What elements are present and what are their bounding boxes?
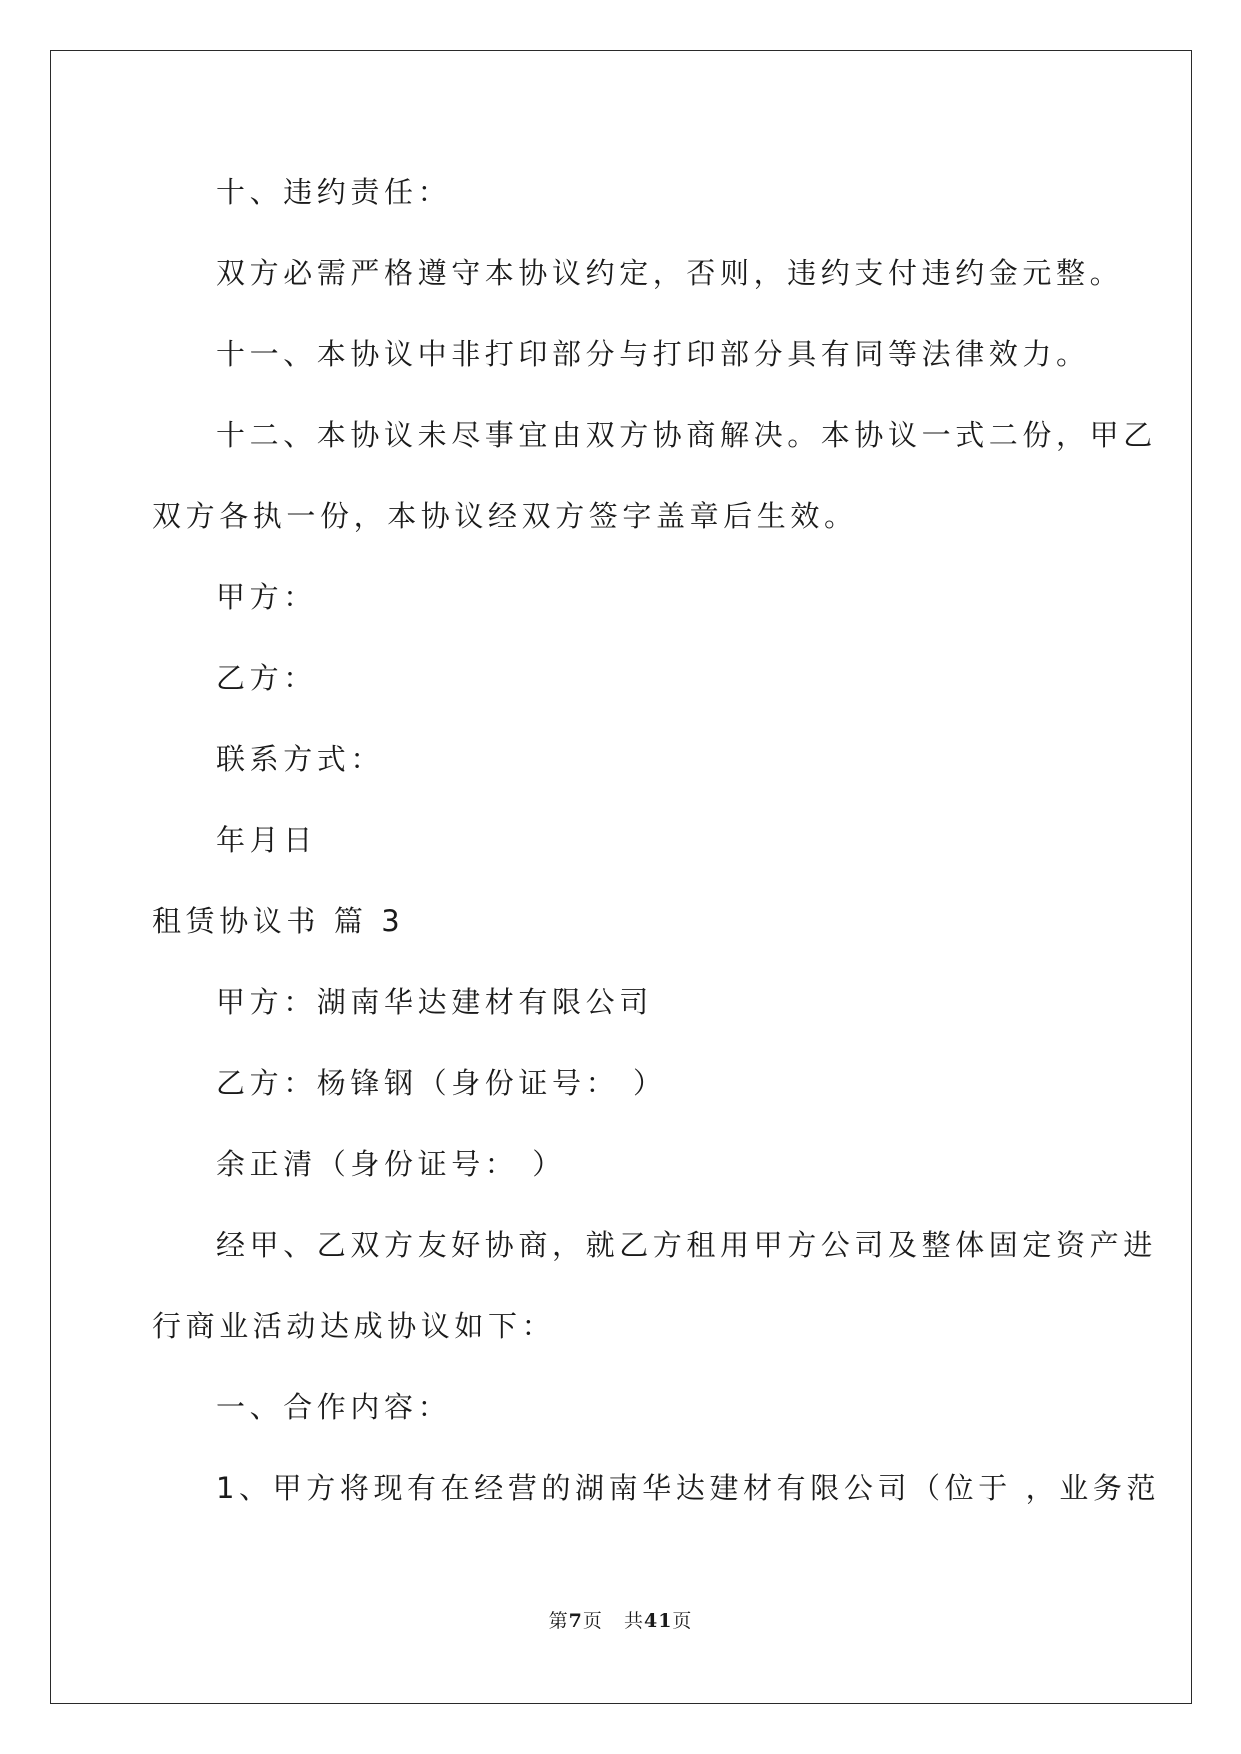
page-suffix: 页 <box>582 1610 603 1632</box>
page-border <box>50 50 1192 1704</box>
party-b-second-name: 余正清（身份证号： ） <box>216 1147 566 1181</box>
page-prefix: 第 <box>548 1610 569 1632</box>
party-b-label: 乙方： <box>216 661 317 695</box>
contact-label: 联系方式： <box>216 742 385 776</box>
paragraph-continuation: 行商业活动达成协议如下： <box>152 1309 556 1343</box>
party-b-name: 乙方：杨锋钢（身份证号： ） <box>216 1066 667 1100</box>
section-11-text: 十一、本协议中非打印部分与打印部分具有同等法律效力。 <box>216 337 1090 371</box>
total-prefix: 共 <box>623 1610 644 1632</box>
total-suffix: 页 <box>672 1610 693 1632</box>
section-12-text: 十二、本协议未尽事宜由双方协商解决。本协议一式二份，甲乙 <box>216 418 1157 452</box>
page-footer <box>0 1606 1241 1633</box>
paragraph-text: 1、甲方将现有在经营的湖南华达建材有限公司（位于 ，业务范 <box>216 1471 1161 1505</box>
date-label: 年月日 <box>216 823 317 857</box>
paragraph-text: 双方必需严格遵守本协议约定，否则，违约支付违约金元整。 <box>216 256 1124 290</box>
total-pages: 41 <box>643 1610 673 1632</box>
section-10-heading: 十、违约责任： <box>216 175 452 209</box>
paragraph-text: 经甲、乙双方友好协商，就乙方租用甲方公司及整体固定资产进 <box>216 1228 1157 1262</box>
article-title: 租赁协议书 篇 3 <box>152 904 405 938</box>
paragraph-continuation: 双方各执一份，本协议经双方签字盖章后生效。 <box>152 499 858 533</box>
section-1-heading: 一、合作内容： <box>216 1390 452 1424</box>
party-a-name: 甲方：湖南华达建材有限公司 <box>216 985 653 1019</box>
page-number: 7 <box>568 1610 583 1632</box>
party-a-label: 甲方： <box>216 580 317 614</box>
